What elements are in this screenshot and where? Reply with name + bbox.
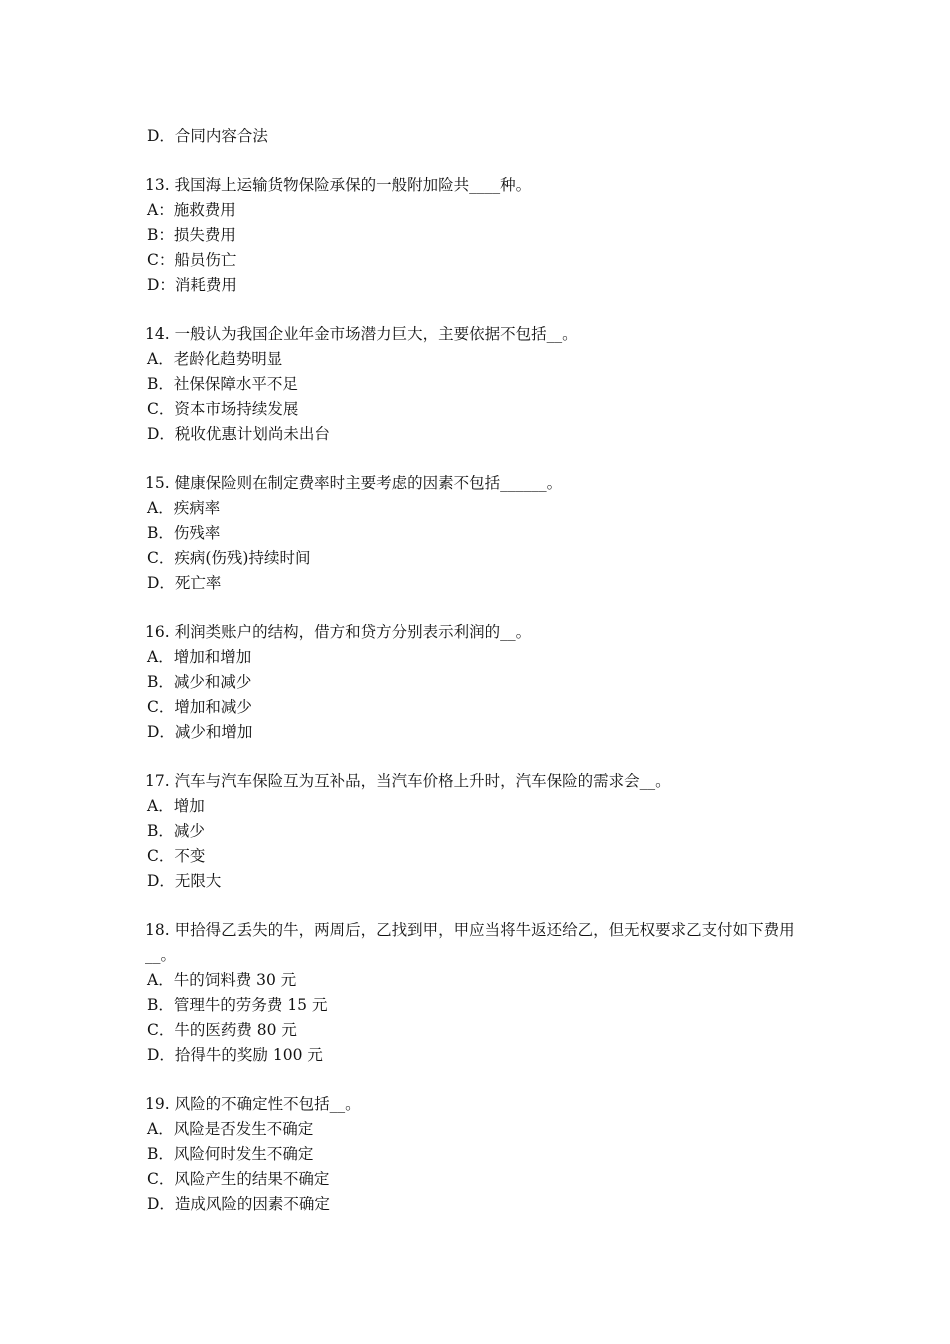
option-a: A：施救费用 [147, 201, 236, 219]
question-18 [145, 918, 815, 1068]
option-c: C．风险产生的结果不确定 [147, 1170, 330, 1188]
option-b: B．风险何时发生不确定 [147, 1145, 314, 1163]
question-17 [145, 769, 815, 894]
option-c: C．资本市场持续发展 [147, 400, 299, 418]
option-a: A．增加和增加 [147, 648, 252, 666]
option-c: C．牛的医药费 80 元 [147, 1021, 297, 1039]
option-d: D．无限大 [147, 872, 222, 890]
lead-option: D．合同内容合法 [147, 127, 268, 145]
question-13 [145, 173, 815, 298]
option-d: D．死亡率 [147, 574, 222, 592]
question-16 [145, 620, 815, 745]
option-c: C．不变 [147, 847, 206, 865]
option-c: C．疾病(伤残)持续时间 [147, 549, 311, 567]
option-b: B．减少和减少 [147, 673, 252, 691]
option-c: C：船员伤亡 [147, 251, 237, 269]
option-b: B．减少 [147, 822, 205, 840]
option-b: B．社保保障水平不足 [147, 375, 298, 393]
option-d: D．税收优惠计划尚未出台 [147, 425, 330, 443]
question-title: 15. 健康保险则在制定费率时主要考虑的因素不包括______。 [145, 474, 563, 492]
option-b: B：损失费用 [147, 226, 236, 244]
option-b: B．管理牛的劳务费 15 元 [147, 996, 328, 1014]
option-a: A．牛的饲料费 30 元 [147, 971, 297, 989]
option-a: A．疾病率 [147, 499, 221, 517]
option-a: A．增加 [147, 797, 205, 815]
question-title: 17. 汽车与汽车保险互为互补品，当汽车价格上升时，汽车保险的需求会__。 [145, 772, 671, 790]
question-title: 13. 我国海上运输货物保险承保的一般附加险共____种。 [145, 176, 532, 194]
option-a: A．老龄化趋势明显 [147, 350, 283, 368]
option-d: D．拾得牛的奖励 100 元 [147, 1046, 323, 1064]
question-title: 16. 利润类账户的结构，借方和贷方分别表示利润的__。 [145, 623, 532, 641]
option-d: D．减少和增加 [147, 723, 253, 741]
option-b: B．伤残率 [147, 524, 221, 542]
question-14 [145, 322, 815, 447]
question-title: 18. 甲拾得乙丢失的牛，两周后，乙找到甲，甲应当将牛返还给乙，但无权要求乙支付如下费用__。 [145, 921, 795, 964]
option-a: A．风险是否发生不确定 [147, 1120, 314, 1138]
question-19 [145, 1092, 815, 1217]
option-c: C．增加和减少 [147, 698, 252, 716]
question-title: 14. 一般认为我国企业年金市场潜力巨大，主要依据不包括__。 [145, 325, 578, 343]
option-d: D．造成风险的因素不确定 [147, 1195, 330, 1213]
question-15 [145, 471, 815, 596]
document-content [145, 124, 815, 1217]
question-title: 19. 风险的不确定性不包括__。 [145, 1095, 361, 1113]
option-d: D：消耗费用 [147, 276, 237, 294]
